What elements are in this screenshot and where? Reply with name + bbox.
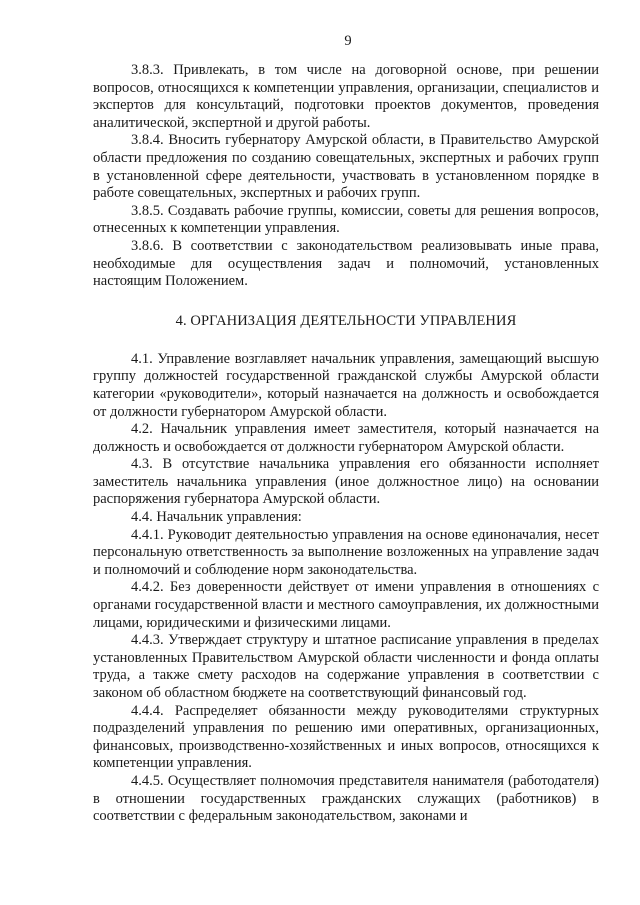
paragraph-3-8-5: 3.8.5. Создавать рабочие группы, комиссии, советы для решения вопросов, отнесенных к компетенции управления. <box>93 202 599 237</box>
paragraph-4-4-2: 4.4.2. Без доверенности действует от имени управления в отношениях с органами государственной власти и местного самоуправления, их должностными лицами, юридическими и физическими лицами. <box>93 579 599 631</box>
document-page <box>93 32 599 826</box>
paragraph-3-8-6: 3.8.6. В соответствии с законодательством реализовывать иные права, необходимые для осуществления задач и полномочий, установленных настоящим Положением. <box>93 237 599 290</box>
paragraph-4-2: 4.2. Начальник управления имеет заместителя, который назначается на должность и освобождается от должности губернатором Амурской области. <box>93 421 599 455</box>
page-number: 9 <box>344 33 352 49</box>
paragraph-4-4-1: 4.4.1. Руководит деятельностью управления на основе единоначалия, несет персональную ответственность за выполнение возложенных на управление задач и полномочий и соблюдение норм законодательства. <box>93 526 599 578</box>
paragraph-4-1: 4.1. Управление возглавляет начальник управления, замещающий высшую группу должностей государственной гражданской службы Амурской области категории «руководители», который назначается на должность и освобождается от должности губернатором Амурской области. <box>93 350 599 420</box>
paragraph-3-8-3: 3.8.3. Привлекать, в том числе на договорной основе, при решении вопросов, относящихся к компетенции управления, организации, специалистов и экспертов для консультаций, подготовки проектов документов, проведения аналитической, экспертной и другой работы. <box>93 62 599 131</box>
paragraph-4-4-5: 4.4.5. Осуществляет полномочия представителя нанимателя (работодателя) в отношении государственных гражданских служащих (работников) в соответствии с федеральным законодательством, законами и <box>93 772 599 825</box>
paragraph-4-3: 4.3. В отсутствие начальника управления его обязанности исполняет заместитель начальника управления (иное должностное лицо) на основании распоряжения губернатора Амурской области. <box>93 456 599 508</box>
paragraph-4-4-4: 4.4.4. Распределяет обязанности между руководителями структурных подразделений управления по решению ими оперативных, организационных, финансовых, производственно-хозяйственных и иных вопросов, относящихся к компетенции управления. <box>93 702 599 772</box>
paragraph-4-4-3: 4.4.3. Утверждает структуру и штатное расписание управления в пределах установленных Правительством Амурской области численности и фонда оплаты труда, а также смету расходов на содержание управления в соответствии с законом об областном бюджете на соответствующий финансовый год. <box>93 632 599 701</box>
section-heading: 4. ОРГАНИЗАЦИЯ ДЕЯТЕЛЬНОСТИ УПРАВЛЕНИЯ <box>175 312 517 329</box>
paragraph-3-8-4: 3.8.4. Вносить губернатору Амурской области, в Правительство Амурской области предложения по созданию совещательных, экспертных и рабочих групп в установленной сфере деятельности, участвовать в установленном порядке в работе совещательных, экспертных и рабочих групп. <box>93 132 599 202</box>
paragraph-4-4: 4.4. Начальник управления: <box>131 509 302 526</box>
